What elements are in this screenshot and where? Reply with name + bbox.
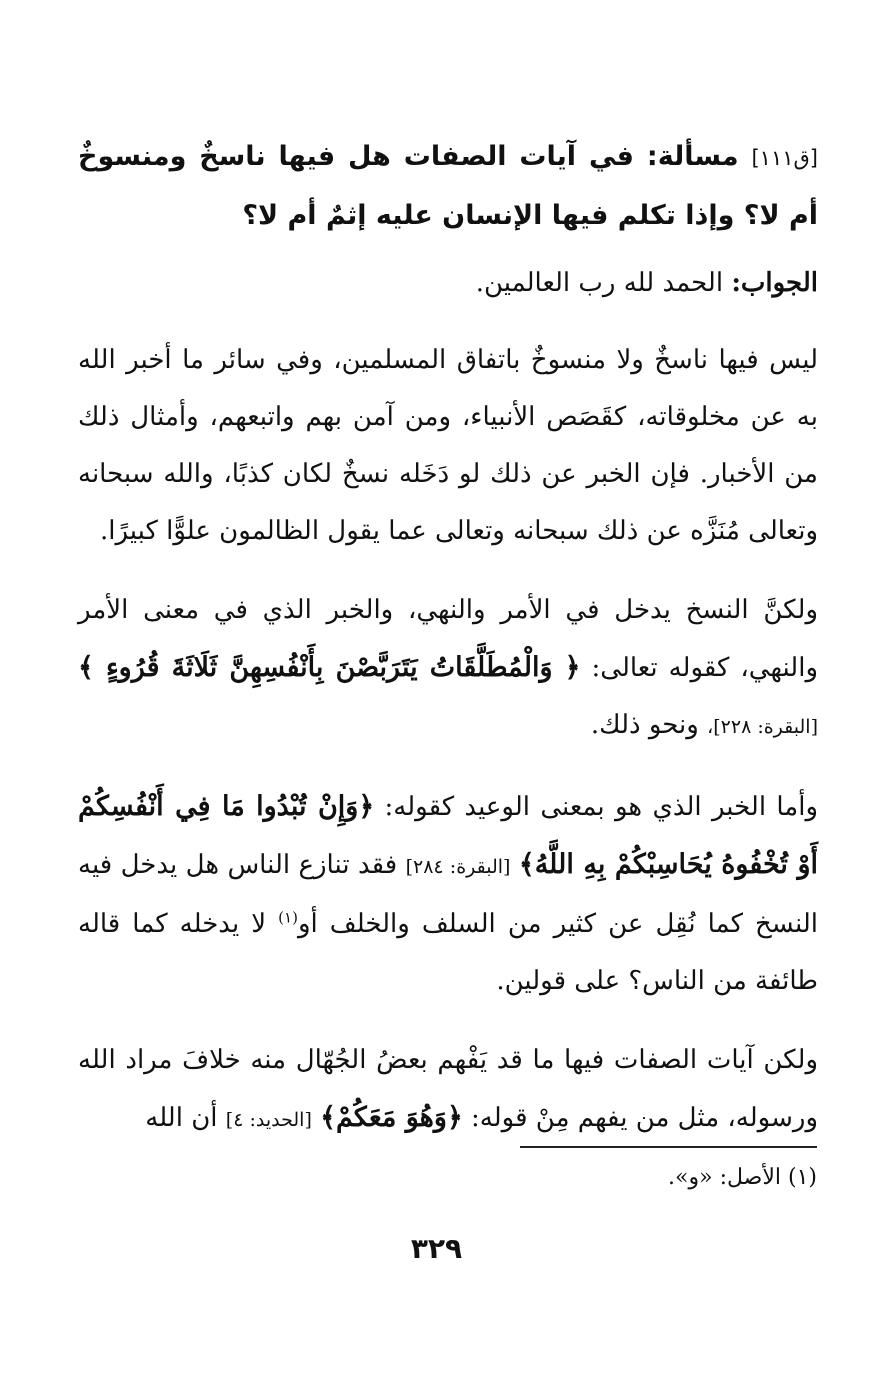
paragraph-3-middle: فقد تنازع الناس هل يدخل فيه النسخ كما نُقِل عن كثير من السلف والخلف أو — [78, 850, 818, 939]
quran-verse-baqarah-228: ﴿ وَالْمُطَلَّقَاتُ يَتَرَبَّصْنَ بِأَنْفُسِهِنَّ ثَلَاثَةَ قُرُوءٍ ﴾ — [78, 652, 581, 683]
citation-baqarah-284: [البقرة: ٢٨٤] — [405, 856, 511, 878]
quran-verse-hadid-4: ﴿وَهُوَ مَعَكُمْ﴾ — [320, 1102, 463, 1133]
quran-verse-baqarah-284: ﴿وَإِنْ تُبْدُوا مَا فِي أَنْفُسِكُمْ أَوْ تُخْفُوهُ يُحَاسِبْكُمْ بِهِ اللَّهُ﴾ — [78, 791, 819, 880]
paragraph-2-tail: ونحو ذلك. — [590, 710, 699, 740]
paragraph-1: ليس فيها ناسخٌ ولا منسوخٌ باتفاق المسلمين، وفي سائر ما أخبر الله به عن مخلوقاته، كقَصَص الأنبياء، ومن آمن بهم واتبعهم، وأمثال ذلك من الأخبار. فإن الخبر عن ذلك لو دَخَله نسخٌ لكان كذبًا، والله سبحانه وتعالى مُنَزَّه عن ذلك سبحانه وتعالى عما يقول الظالمون علوًّا كبيرًا. — [78, 345, 818, 546]
answer-text: الحمد لله رب العالمين. — [475, 268, 724, 298]
footnote: (١) الأصل: «و». — [668, 1165, 817, 1190]
question-ref: [ق١١١] — [751, 146, 819, 170]
paragraph-3-tail: لا يدخله كما قاله طائفة من الناس؟ على قولين. — [78, 909, 818, 996]
page-body — [78, 128, 818, 1171]
answer-label: الجواب: — [731, 268, 818, 298]
paragraph-3-text: وأما الخبر الذي هو بمعنى الوعيد كقوله: — [384, 792, 819, 822]
footnote-separator — [520, 1146, 817, 1148]
paragraph-4-tail: أن الله — [145, 1103, 218, 1133]
paragraph-2-text: ولكنَّ النسخ يدخل في الأمر والنهي، والخبر الذي في معنى الأمر والنهي، كقوله تعالى: — [78, 595, 819, 683]
citation-hadid-4: [الحديد: ٤] — [225, 1109, 312, 1131]
question-label: مسألة: — [646, 141, 739, 172]
paragraph-4 — [78, 1032, 818, 1149]
paragraph-3 — [78, 778, 818, 1010]
question-paragraph — [78, 128, 818, 245]
paragraph-2 — [78, 582, 818, 756]
answer-paragraph — [78, 255, 818, 312]
page-number: ٣٢٩ — [410, 1232, 463, 1265]
paragraph-4-text: ولكن آيات الصفات فيها ما قد يَفْهم بعضُ الجُهّال منه خلافَ مراد الله ورسوله، مثل من يفهم مِنْ قوله: — [78, 1045, 818, 1133]
footnote-marker[interactable]: (١) — [278, 908, 298, 927]
question-text: في آيات الصفات هل فيها ناسخٌ ومنسوخٌ أم لا؟ وإذا تكلم فيها الإنسان عليه إثمٌ أم لا؟ — [78, 141, 818, 231]
citation-baqarah-228: [البقرة: ٢٢٨]، — [707, 716, 818, 738]
